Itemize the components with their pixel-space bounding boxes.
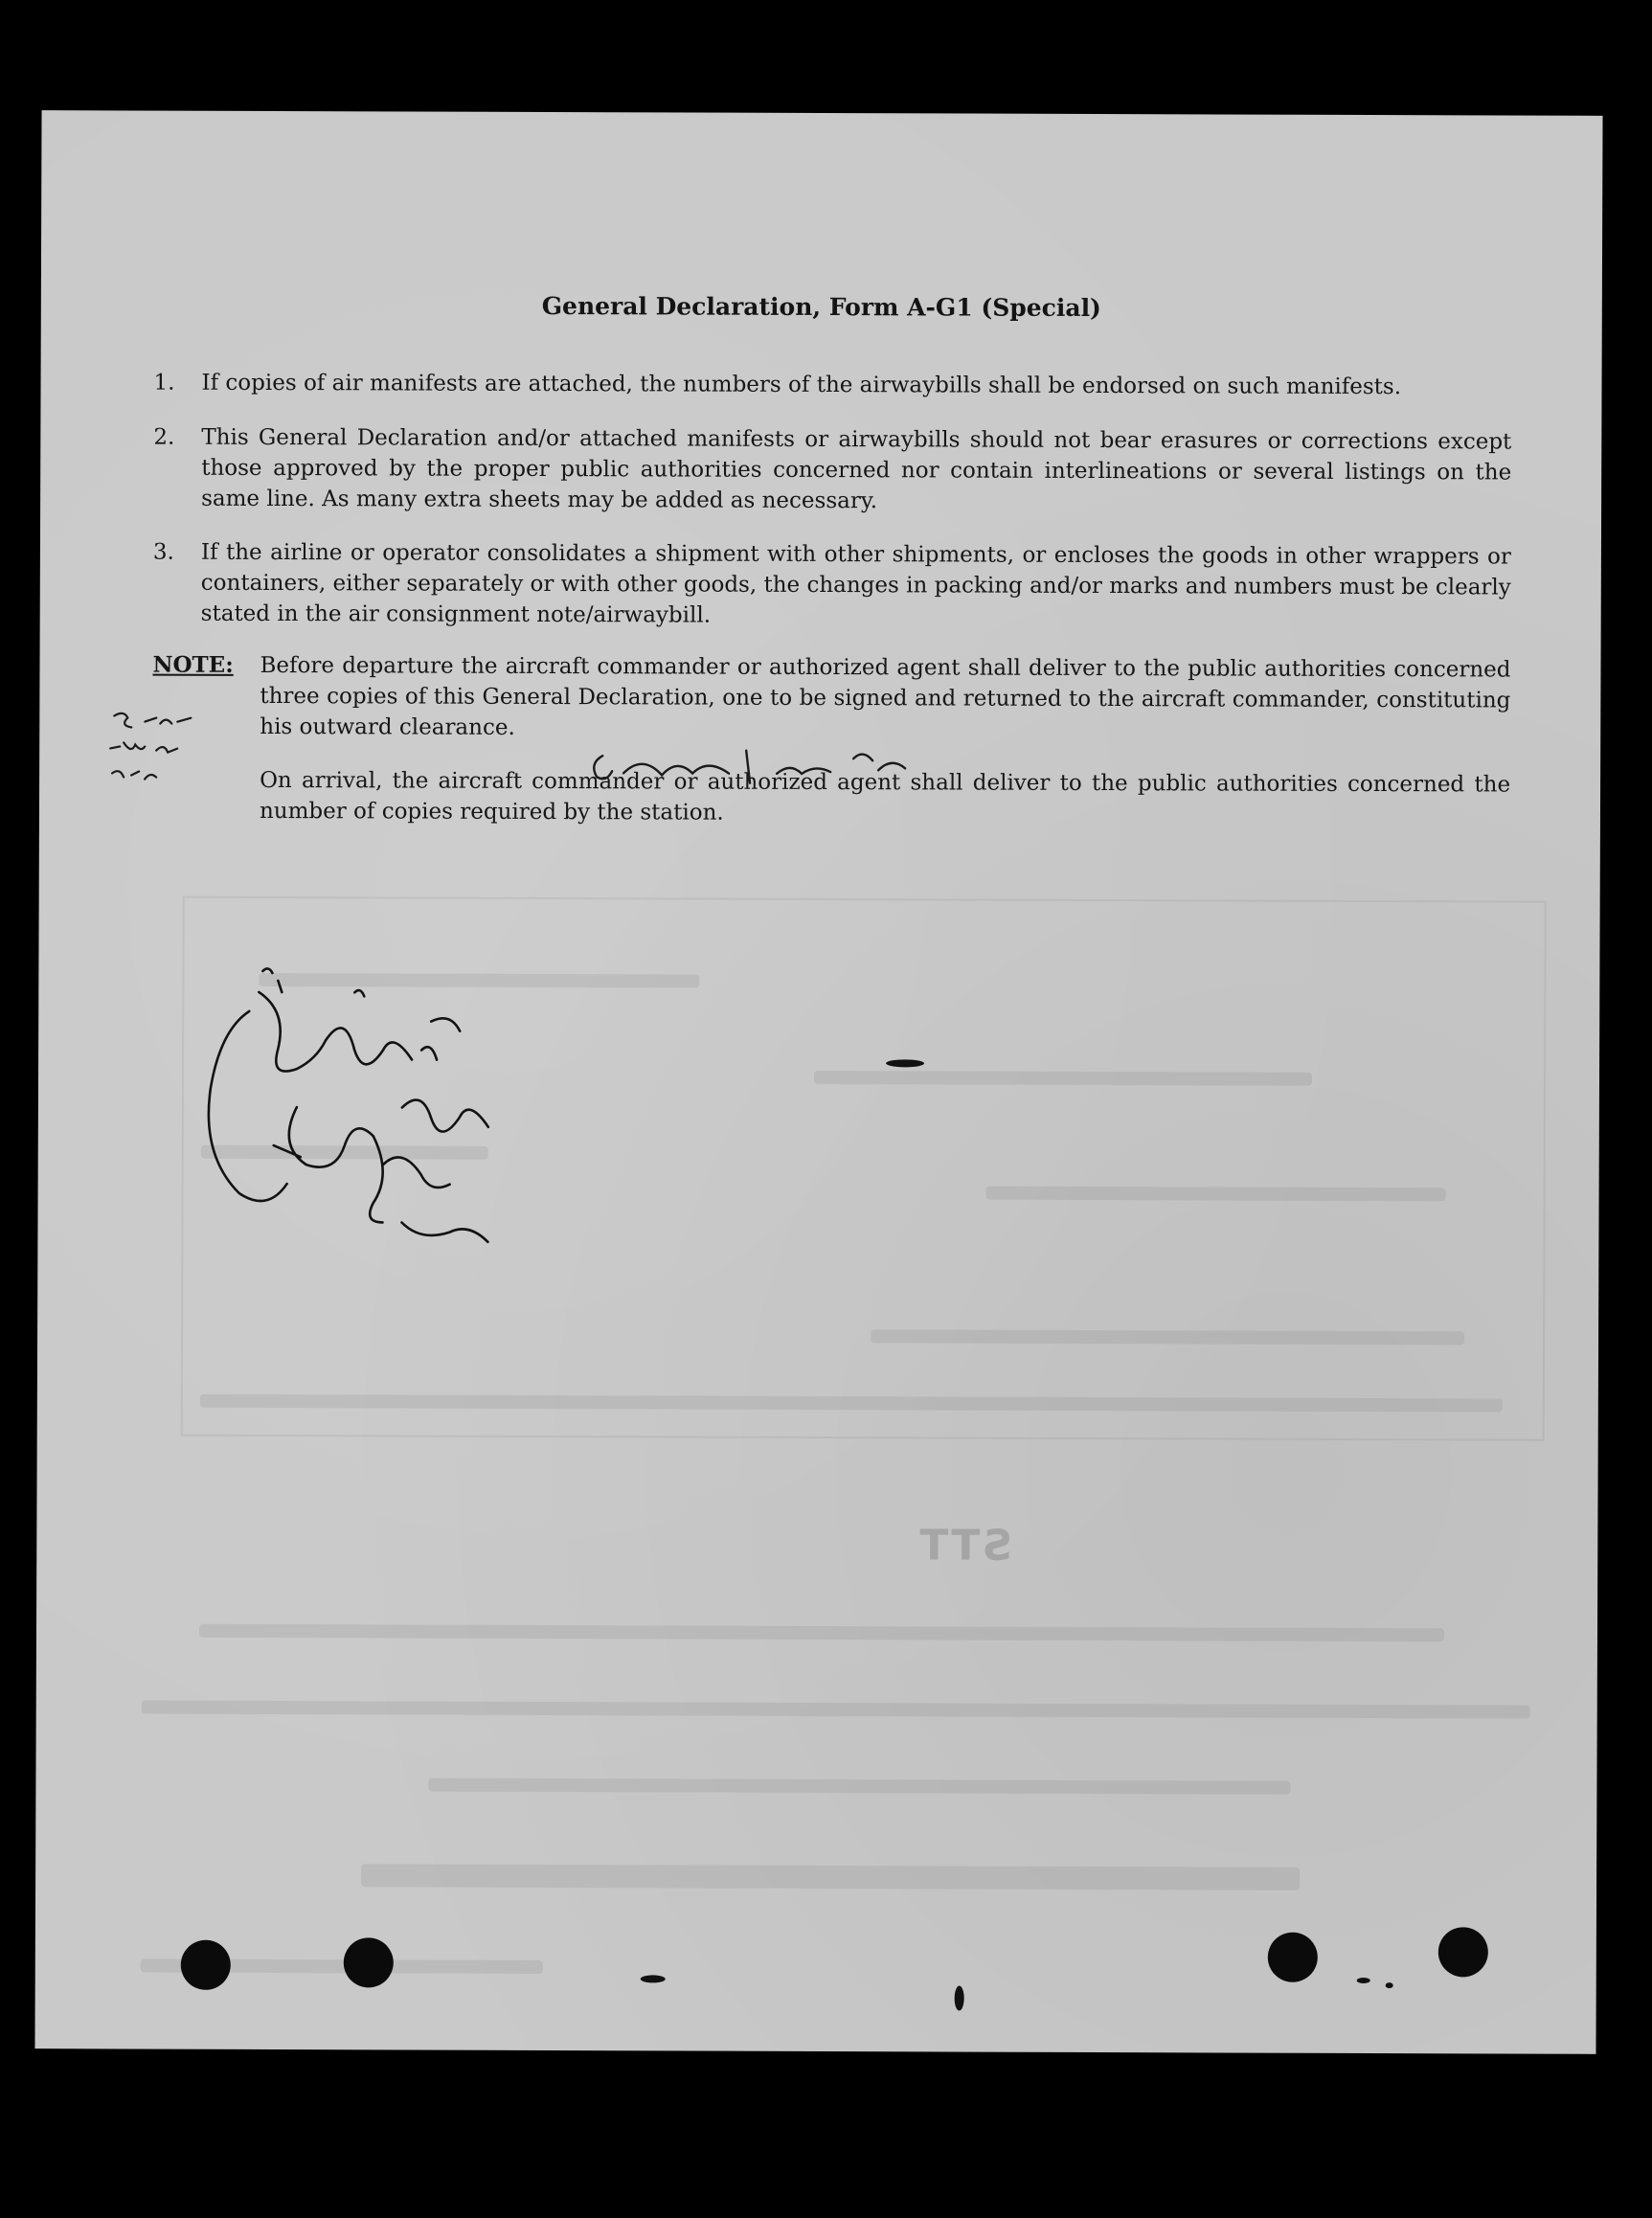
punch-hole-right-1 (1268, 1933, 1318, 1982)
note-departure (152, 650, 1510, 747)
show-through-number: STT (917, 1521, 1013, 1571)
handwritten-signature (181, 954, 584, 1271)
document-page (34, 110, 1602, 2054)
margin-scribble (106, 704, 212, 790)
item-number: 3. (152, 539, 174, 565)
note-arrival-text: On arrival, the aircraft commander or authorized agent shall deliver to the public authorities concerned the number of copies required by the station. (259, 767, 1511, 826)
note-departure-text: Before departure the aircraft commander or authorized agent shall deliver to the public authorities concerned three copies of this General Declaration, one to be signed and returned to the aircraft commander, constituting his outward clearance. (260, 652, 1511, 740)
instruction-item-2 (153, 422, 1511, 519)
ink-speck (1357, 1978, 1370, 1983)
punch-hole-left-1 (181, 1940, 231, 1990)
document-title: General Declaration, Form A-G1 (Special) (541, 291, 1101, 323)
ink-speck (641, 1975, 666, 1982)
item-text: If the airline or operator consolidates a shipment with other shipments, or encloses the goods in other wrappers or containers, either separately or with other goods, the changes in packing and/or marks and numbers must be clearly stated in the air consignment note/airwaybill. (200, 539, 1511, 628)
punch-hole-left-2 (344, 1937, 394, 1987)
item-number: 2. (153, 424, 175, 450)
ink-speck (955, 1986, 964, 2011)
instruction-item-1 (153, 368, 1511, 403)
item-text: If copies of air manifests are attached, the numbers of the airwaybills shall be endorsed on such manifests. (201, 370, 1402, 400)
punch-hole-right-2 (1438, 1927, 1488, 1977)
instruction-item-3 (153, 537, 1511, 634)
ink-speck (886, 1059, 924, 1067)
item-number: 1. (153, 370, 175, 396)
note-label: NOTE: (152, 651, 234, 678)
item-text: This General Declaration and/or attached manifests or airwaybills should not bear erasures or corrections except those approved by the proper public authorities concerned nor contain interlineations or several listings on the same line. As many extra sheets may be added as necessary. (201, 424, 1512, 514)
ink-speck (1386, 1982, 1393, 1988)
handwritten-annotation (585, 744, 930, 803)
